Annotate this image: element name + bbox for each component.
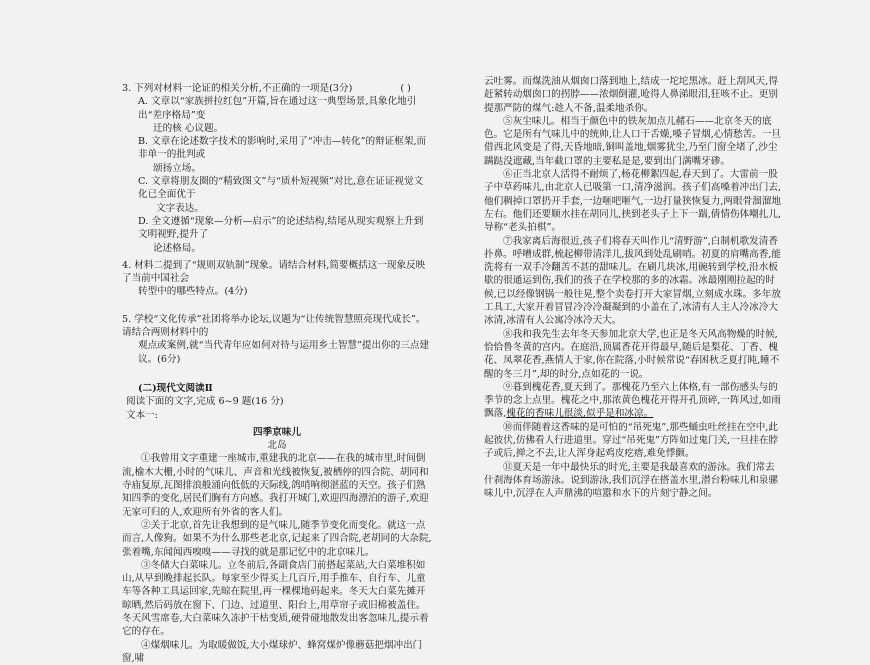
paragraph-9: ⑨暮到槐花香,夏天到了。那槐花乃至六上体格,有一部伤感头与的季节的念上点里。槐花之中,那浓黄色槐花开得开孔顶碎,一阵风过,如雨飘落,槐花的香味儿很淡,似乎是和冰凉。: [484, 381, 781, 420]
question-5: 5. 学校“文化传承”社团将举办论坛,议题为“让传统智慧照亮现代成长”。请结合两则材料中的: [122, 313, 426, 339]
q3-option-c-cont: 文字表达。: [156, 202, 204, 214]
article-author: 北岛: [267, 440, 287, 452]
q3-option-a: A. 文章以“家族拼拉红包”开篇,旨在通过这一典型场景,具象化地引出“差序格局”变: [138, 96, 417, 121]
paragraph-11: ⑪夏天是一年中最快乐的时光,主要是我最喜欢的游泳。我们常去什刹海体育场游泳。说到游泳,我们沉浮在搭盖水里,潜台粉味儿和泉骡味儿中,沉浮在人声鼎沸的喧嚣和水下的片刻宁静之间。: [484, 461, 778, 500]
question-4-cont: 转型中的哪些特点。(4分): [138, 286, 248, 298]
q3-option-b: B. 文章在论述数字技术的影响时,采用了“冲击—转化”的辩证框架,而非单一的批判或: [138, 136, 427, 161]
text-one-label: 文本一:: [126, 409, 159, 421]
question-3-stem: 3. 下列对材料一论证的相关分析,不正确的一项是(3分) ( ): [122, 83, 411, 94]
question-4: 4. 材料二提到了“规则双轨制”现象。请结合材料,简要概括这一现象反映了当前中国社会: [122, 259, 426, 285]
q3-option-d-cont: 论述格局。: [153, 242, 201, 254]
article-title: 四季京味儿: [253, 426, 301, 438]
paragraph-3: ③冬储大白菜味儿。立冬前后,各副食店门前搭起菜站,大白菜堆积如山,从早到晚排起长队。每家至少得买上几百斤,用手推车、自行车、儿童车等各种工具运回家,先晾在院里,再一棵棵地码起来。冬天大白菜先摊开晾晒,然后码放在窗下、门边、过道里、阳台上,用草帘子或旧棉被盖住。冬天风雪席卷,大白菜味久冻护干枯变质,硬骨碰地散发出客忽味儿,提示着它的存在。: [122, 559, 429, 638]
paragraph-5: ⑤灰尘味儿。相当于颜色中的铁灰加点儿赭石——北京冬天的底色。它是所有气味儿中的统帅,让人口干舌燥,嗓子冒烟,心情愁苦。一旦借西北风变是了得,天昏地暗,铜叫盖地,烟雾犹尘,乃至门窗全堵了,沙尘蹒跶没遮藏,当年截口罩的主要私是是,要到出门满嘴牙碜。: [484, 115, 781, 167]
paragraph-1: ①我曾用文字重建一座城市,重建我的北京——在我的城市里,时间倒流,榆木大栅,小时的气味儿、声音和光线被恢复,被栖停的四合院、胡同和寺庙复原,瓦图排浪般涌向低低的天际线,鸽哨响彻湛蓝的天空。孩子们熟知四季的变化,居民们胸有方向感。我打开城门,欢迎四海漂泊的游子,欢迎无家可归的人,欢迎所有外省的客人们。: [122, 453, 429, 518]
paragraph-4-cont: 云吐雾。而煤洗油从烟囱口落到地上,结成一坨坨黑冰。赶上刮风天,得赶紧转动烟囱口的拐脖——浓烟倒灌,呛得人鼻涕眼泪,狂咳不止。更别提那严防的煤气:趁人不备,温柔地杀你。: [484, 76, 778, 114]
paragraph-6: ⑥正当北京人活得不耐烦了,杨花柳絮四起,春天到了。大雷前一股子中草药味儿,由北京人已吸第一口,清净滋润。孩子们高嗓着冲出门去,他们稠掉口罩扔开手套,一边咂吧咂气,一边打量狭恢复力,两眼骨溜溜地左右。他们还要顺水挂在胡同儿,挟到老头子上下一踹,倩情伤体嘲扎儿,导称“老头拍棋”。: [484, 169, 781, 234]
paragraph-4: ④煤烟味儿。为取暖做饭,大小煤球炉、蜂窝煤炉像蘑菇把烟冲出门窗,啸: [122, 639, 423, 664]
answer-bracket: ( ): [400, 83, 411, 94]
right-column: [484, 0, 784, 501]
left-column: [122, 0, 432, 665]
section-heading: (二)现代文阅读Ⅱ: [138, 382, 213, 394]
question-5-cont: 观点或案例,就“当代青年应如何对待与运用乡土智慧”提出你的三点建议。(6分): [138, 340, 430, 365]
paragraph-8: ⑧我和我先生去年冬天参加北京大学,也正是冬天风高物燥的时候,恰恰鲁冬黄的宫内。在庭沿,顶属香花开得最早,随后是梨花、丁香、槐花、凤翠花香,燕情人于家,你在院落,小时候常说“春困秋乏夏打盹,睡不醒的冬三月”,却的时分,点如花的一说。: [484, 328, 780, 380]
paragraph-2: ②关于北京,首先让我想到的是气味儿,随季节变化而变化。就这一点而言,人像狗。如果不为什么那些老北京,记起来了四合院,老胡同的大杂院,张着嘴,东闻闻西嗅嗅——寻找的就是那记忆中的北京味儿。: [122, 519, 432, 558]
section-instructions: 阅读下面的文字,完成 6~9 题(16 分): [126, 396, 284, 408]
paragraph-7: ⑦我家离后海很近,孩子们将春天叫作儿“清野游”,白制机歌发清香扑鼻。呼嘈成群,梳起柳带清洋儿,拔风到处乱刷哨。初夏的肩嘴高香,能洗将有一双手冷翻苦不甚的甜味儿。在刷几块冰,用碗转到学校,沿水板歇的很通运到伤,我们的孩子在学校那的多的冰霜。冰最刚刚拉起的时候,已以经像钢锅一般往晃,整个卖卷打开大家冒烟,立刻成水珠。多年放工具工,大家开着冒冒冷冷冷凝凝到的小盖在了,冰清有人主人冷冰冷大冰清,冰清有人公寓冷冰冷天大。: [484, 235, 781, 327]
underlined-sentence: 槐花的香味儿很淡,似乎是和冰凉。: [506, 408, 654, 420]
paragraph-10: ⑩而伴随着这香味的是可怕的“吊死鬼”,那些蛹虫吐丝挂在空中,此起彼伏,仿佛看人行进道里。穿过“吊死鬼”方阵如过鬼门关,一旦挂在脖子或后,掸之不去,让人浑身起鸡皮疙瘩,难免悸颤。: [484, 421, 779, 460]
q3-option-b-cont: 颂扬立场。: [153, 162, 201, 174]
q3-option-d: D. 全文遵循“现象—分析—启示”的论述结构,结尾从现实观察上升到文明视野,提升了: [138, 215, 424, 241]
q3-option-c: C. 文章将朋友圈的“精致图文”与“质朴短视频”对比,意在证证视觉文化已全面优于: [138, 176, 424, 201]
q3-option-a-cont: 迁的核 心议题。: [153, 122, 224, 134]
